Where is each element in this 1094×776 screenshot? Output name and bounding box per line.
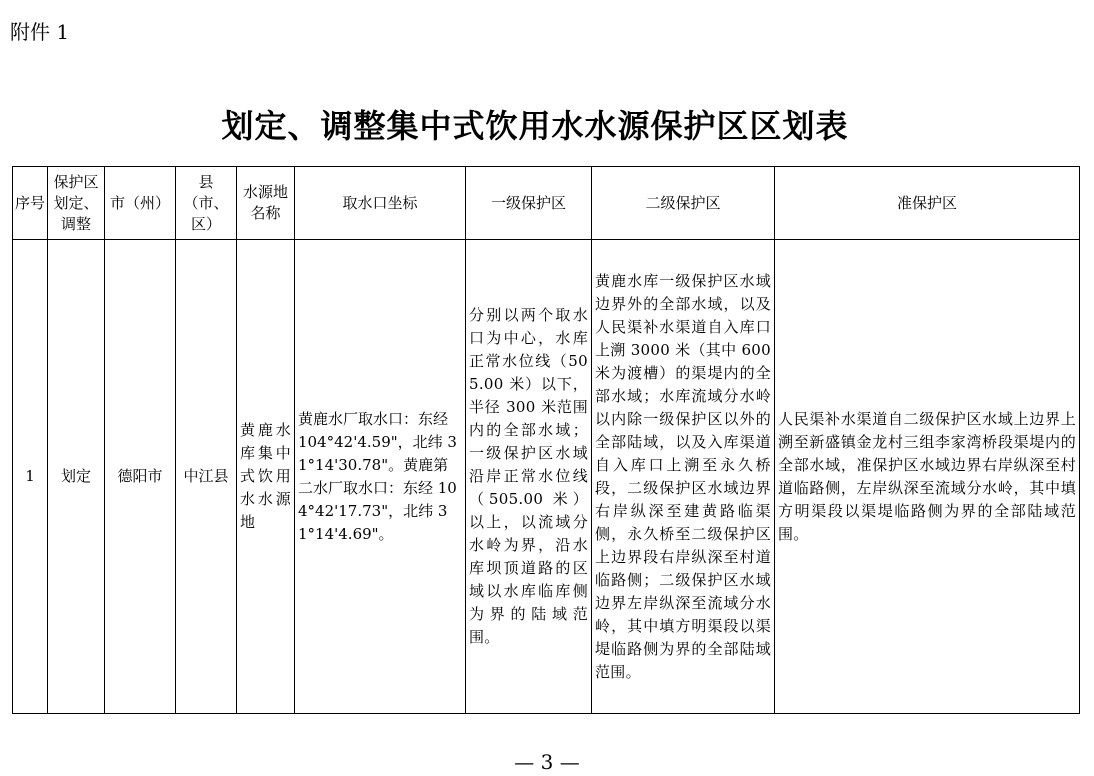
table-row bbox=[13, 240, 1080, 714]
cell-primary-zone: 分别以两个取水口为中心，水库正常水位线（505.00 米）以下，半径 300 米范围内的全部水域；一级保护区水域沿岸正常水位线（505.00 米）以上，以流域分水岭为界，沿水库坝顶道路的区域以水库临库侧为界的陆域范围。 bbox=[466, 240, 592, 714]
page-title: 划定、调整集中式饮用水水源保护区区划表 bbox=[221, 107, 849, 145]
cell-action: 划定 bbox=[48, 240, 105, 714]
cell-city: 德阳市 bbox=[105, 240, 176, 714]
header-intake-coordinates: 取水口坐标 bbox=[295, 167, 466, 240]
cell-source-name: 黄鹿水库集中式饮用水水源地 bbox=[237, 240, 295, 714]
cell-secondary-zone: 黄鹿水库一级保护区水域边界外的全部水域，以及人民渠补水渠道自入库口上溯 3000 米（其中 600 米为渡槽）的渠堤内的全部水域；水库流域分水岭以内除一级保护区以外的全部陆域，以及入库渠道自入库口上溯至永久桥段，二级保护区水域边界右岸纵深至建黄路临渠侧，永久桥至二级保护区上边界段右岸纵深至村道临路侧；二级保护区水域边界左岸纵深至流域分水岭，其中填方明渠段以渠堤临路侧为界的全部陆域范围。 bbox=[592, 240, 775, 714]
cell-county: 中江县 bbox=[176, 240, 237, 714]
header-county: 县（市、区） bbox=[176, 167, 237, 240]
page-number: — 3 — bbox=[514, 750, 580, 774]
table-header-row bbox=[13, 167, 1080, 240]
attachment-label: 附件 1 bbox=[10, 20, 70, 44]
header-source-name: 水源地名称 bbox=[237, 167, 295, 240]
header-city: 市（州） bbox=[105, 167, 176, 240]
header-quasi-zone: 准保护区 bbox=[775, 167, 1080, 240]
header-primary-zone: 一级保护区 bbox=[466, 167, 592, 240]
cell-no: 1 bbox=[13, 240, 48, 714]
header-no: 序号 bbox=[13, 167, 48, 240]
header-secondary-zone: 二级保护区 bbox=[592, 167, 775, 240]
cell-intake-coordinates: 黄鹿水厂取水口：东经 104°42'4.59"，北纬 31°14'30.78"。黄鹿第二水厂取水口：东经 104°42'17.73"，北纬 31°14'4.69"。 bbox=[295, 240, 466, 714]
cell-quasi-zone: 人民渠补水渠道自二级保护区水域上边界上溯至新盛镇金龙村三组李家湾桥段渠堤内的全部水域，准保护区水域边界右岸纵深至村道临路侧，左岸纵深至流域分水岭，其中填方明渠段以渠堤临路侧为界的全部陆域范围。 bbox=[775, 240, 1080, 714]
header-action: 保护区划定、调整 bbox=[48, 167, 105, 240]
protection-zone-table bbox=[12, 166, 1080, 714]
